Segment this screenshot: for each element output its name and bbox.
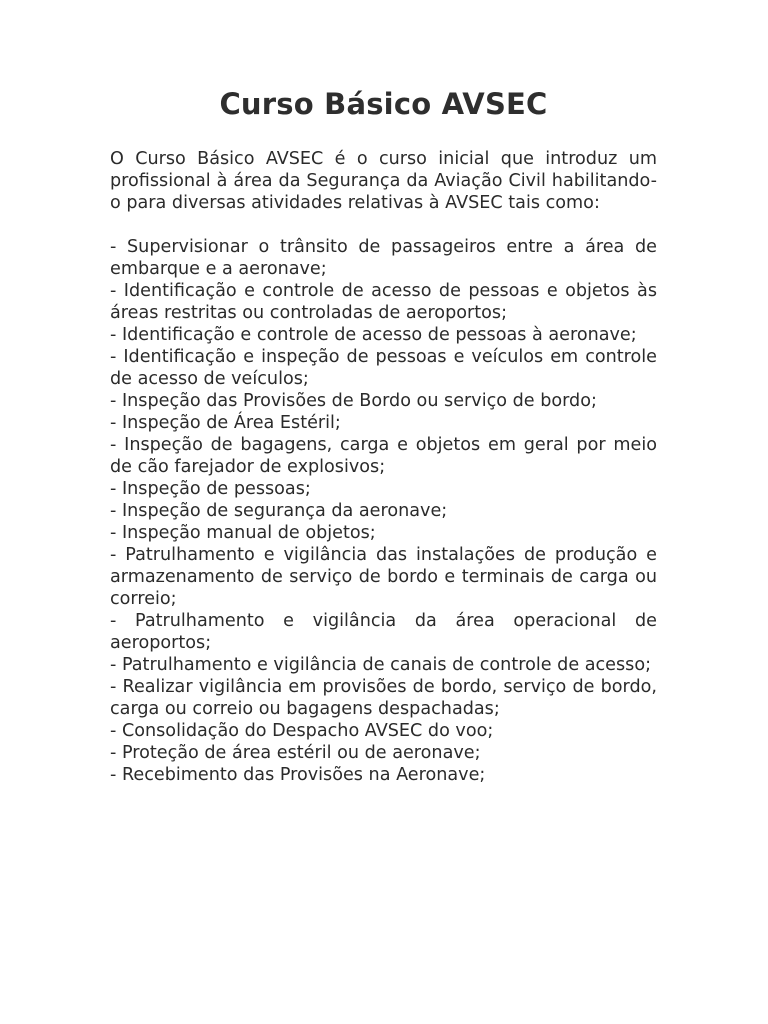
list-item: - Inspeção manual de objetos; xyxy=(110,523,376,543)
list-item: - Inspeção das Provisões de Bordo ou serviço de bordo; xyxy=(110,391,597,411)
list-item: - Consolidação do Despacho AVSEC do voo; xyxy=(110,721,494,741)
list-item: - Inspeção de Área Estéril; xyxy=(110,413,341,433)
document-page xyxy=(110,84,657,786)
list-item: - Realizar vigilância em provisões de bordo, serviço de bordo, carga ou correio ou bagagens despachadas; xyxy=(110,677,657,719)
document-title: Curso Básico AVSEC xyxy=(219,87,548,121)
list-item: - Identificação e controle de acesso de pessoas à aeronave; xyxy=(110,325,637,345)
list-item: - Identificação e controle de acesso de pessoas e objetos às áreas restritas ou controladas de aeroportos; xyxy=(110,281,657,323)
list-item: - Inspeção de pessoas; xyxy=(110,479,311,499)
intro-paragraph: O Curso Básico AVSEC é o curso inicial que introduz um profissional à área da Segurança da Aviação Civil habilitando-o para diversas atividades relativas à AVSEC tais como: xyxy=(110,149,657,213)
list-item: - Identificação e inspeção de pessoas e veículos em controle de acesso de veículos; xyxy=(110,347,657,389)
list-item: - Inspeção de bagagens, carga e objetos em geral por meio de cão farejador de explosivos; xyxy=(110,435,657,477)
list-item: - Inspeção de segurança da aeronave; xyxy=(110,501,448,521)
list-item: - Recebimento das Provisões na Aeronave; xyxy=(110,765,486,785)
list-item: - Proteção de área estéril ou de aeronave; xyxy=(110,743,481,763)
list-item: - Patrulhamento e vigilância das instalações de produção e armazenamento de serviço de bordo e terminais de carga ou correio; xyxy=(110,545,657,609)
list-item: - Patrulhamento e vigilância de canais de controle de acesso; xyxy=(110,655,652,675)
activities-list xyxy=(110,236,657,786)
list-item: - Supervisionar o trânsito de passageiros entre a área de embarque e a aeronave; xyxy=(110,237,657,279)
list-item: - Patrulhamento e vigilância da área operacional de aeroportos; xyxy=(110,611,657,653)
